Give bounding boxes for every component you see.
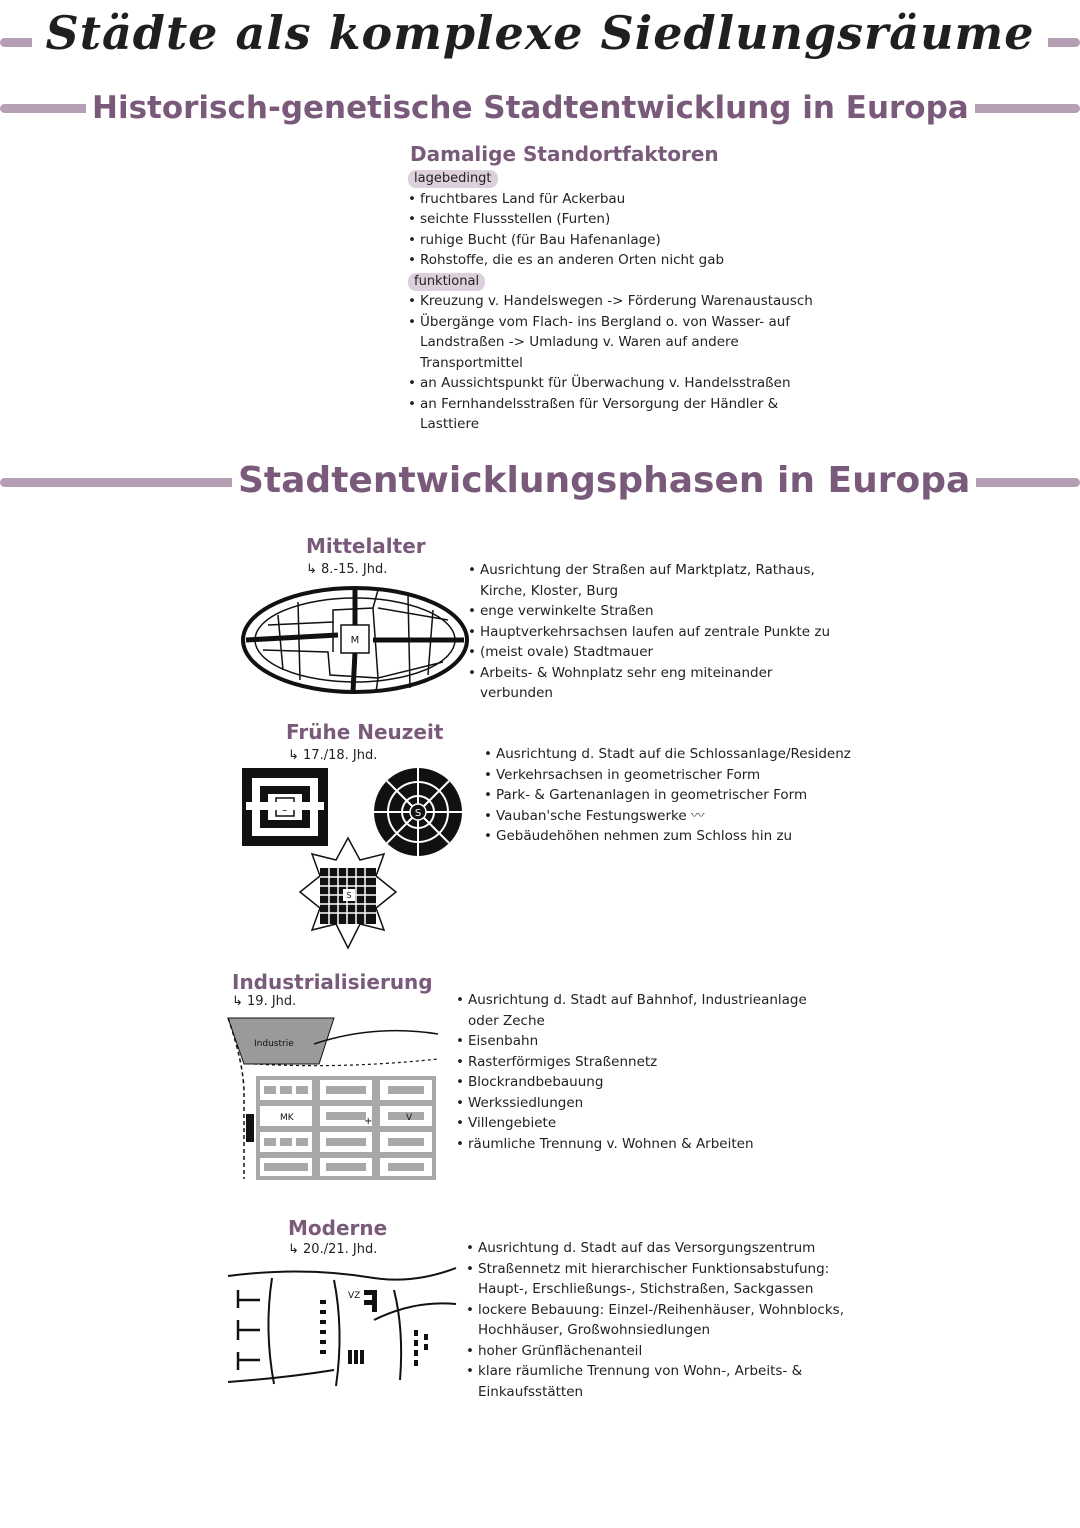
fruehe-neuzeit-item: • Verkehrsachsen in geometrischer Form <box>484 765 884 786</box>
tag-funktional: funktional <box>408 271 828 292</box>
fruehe-neuzeit-item: • Ausrichtung d. Stadt auf die Schlossanlage/Residenz <box>484 744 884 765</box>
moderne-list <box>466 1238 856 1402</box>
funktional-item: • Kreuzung v. Handelswegen -> Förderung Warenaustausch <box>408 291 828 312</box>
industrie-label: Industrie <box>254 1039 294 1049</box>
church-cross-icon: + <box>364 1116 373 1127</box>
industrialisierung-item: • Eisenbahn <box>456 1031 836 1052</box>
moderne-item: • Ausrichtung d. Stadt auf das Versorgungszentrum <box>466 1238 856 1259</box>
phase-period-fruehe-neuzeit: ↳ 17./18. Jhd. <box>288 748 378 763</box>
fruehe-neuzeit-list <box>484 744 884 847</box>
lage-item: • seichte Flussstellen (Furten) <box>408 209 828 230</box>
page-title <box>0 6 1080 60</box>
tag-lagebedingt: lagebedingt <box>408 168 828 189</box>
phase-title-moderne: Moderne <box>288 1216 388 1240</box>
phase-period-industrialisierung: ↳ 19. Jhd. <box>232 994 297 1009</box>
industrialisierung-item: • räumliche Trennung v. Wohnen & Arbeiten <box>456 1134 836 1155</box>
phase-period-moderne: ↳ 20./21. Jhd. <box>288 1242 378 1257</box>
industrialisierung-item: • Werkssiedlungen <box>456 1093 836 1114</box>
moderne-item: • hoher Grünflächenanteil <box>466 1341 856 1362</box>
mittelalter-list <box>468 560 848 704</box>
schloss-label-3: S <box>346 891 352 900</box>
phase-title-fruehe-neuzeit: Frühe Neuzeit <box>286 720 444 744</box>
section1-heading: Historisch-genetische Stadtentwicklung in Europa <box>86 90 975 126</box>
phase-title-mittelalter: Mittelalter <box>306 534 426 558</box>
funktional-item: • Übergänge vom Flach- ins Bergland o. von Wasser- auf Landstraßen -> Umladung v. Waren auf andere Transportmittel <box>408 312 800 374</box>
mk-label: MK <box>280 1113 294 1123</box>
fruehe-neuzeit-map <box>238 764 468 954</box>
lage-item: • Rohstoffe, die es an anderen Orten nicht gab <box>408 250 828 271</box>
standortfaktoren-list <box>408 168 828 435</box>
mittelalter-item: • (meist ovale) Stadtmauer <box>468 642 848 663</box>
mittelalter-item: • Hauptverkehrsachsen laufen auf zentrale Punkte zu <box>468 622 848 643</box>
mittelalter-map <box>238 580 472 700</box>
industrialisierung-list <box>456 990 836 1154</box>
industrialisierung-map <box>224 1014 440 1184</box>
vz-label: VZ <box>348 1291 361 1301</box>
section2-heading: Stadtentwicklungsphasen in Europa <box>232 460 976 501</box>
funktional-item: • an Fernhandelsstraßen für Versorgung der Händler & Lasttiere <box>408 394 810 435</box>
fruehe-neuzeit-item: • Gebäudehöhen nehmen zum Schloss hin zu <box>484 826 884 847</box>
moderne-map <box>224 1260 460 1390</box>
lage-item: • fruchtbares Land für Ackerbau <box>408 189 828 210</box>
festung-squiggle-icon: 〰 <box>690 807 705 824</box>
industrialisierung-item: • Villengebiete <box>456 1113 836 1134</box>
standortfaktoren-heading: Damalige Standortfaktoren <box>410 142 719 166</box>
phase-title-industrialisierung: Industrialisierung <box>232 970 433 994</box>
schloss-label-2: S <box>414 808 422 819</box>
page-title-text: Städte als komplexe Siedlungsräume <box>32 6 1049 60</box>
mittelalter-item: • enge verwinkelte Straßen <box>468 601 848 622</box>
mittelalter-item: • Arbeits- & Wohnplatz sehr eng miteinander verbunden <box>468 663 848 704</box>
phase-period-mittelalter: ↳ 8.-15. Jhd. <box>306 562 388 577</box>
fruehe-neuzeit-item: • Vauban'sche Festungswerke 〰 <box>484 806 884 827</box>
funktional-item: • an Aussichtspunkt für Überwachung v. Handelsstraßen <box>408 373 828 394</box>
moderne-item: • klare räumliche Trennung von Wohn-, Arbeits- & Einkaufsstätten <box>466 1361 856 1402</box>
fruehe-neuzeit-item: • Park- & Gartenanlagen in geometrischer Form <box>484 785 884 806</box>
lage-item: • ruhige Bucht (für Bau Hafenanlage) <box>408 230 828 251</box>
moderne-item: • lockere Bebauung: Einzel-/Reihenhäuser, Wohnblocks, Hochhäuser, Großwohnsiedlungen <box>466 1300 856 1341</box>
mittelalter-item: • Ausrichtung der Straßen auf Marktplatz, Rathaus, Kirche, Kloster, Burg <box>468 560 848 601</box>
industrialisierung-item: • Blockrandbebauung <box>456 1072 836 1093</box>
marktplatz-label: M <box>350 635 360 646</box>
industrialisierung-item: • Ausrichtung d. Stadt auf Bahnhof, Industrieanlage oder Zeche <box>456 990 836 1031</box>
industrialisierung-item: • Rasterförmiges Straßennetz <box>456 1052 836 1073</box>
v-label: V <box>406 1113 413 1123</box>
moderne-item: • Straßennetz mit hierarchischer Funktionsabstufung: Haupt-, Erschließungs-, Stichstraßen, Sackgassen <box>466 1259 856 1300</box>
